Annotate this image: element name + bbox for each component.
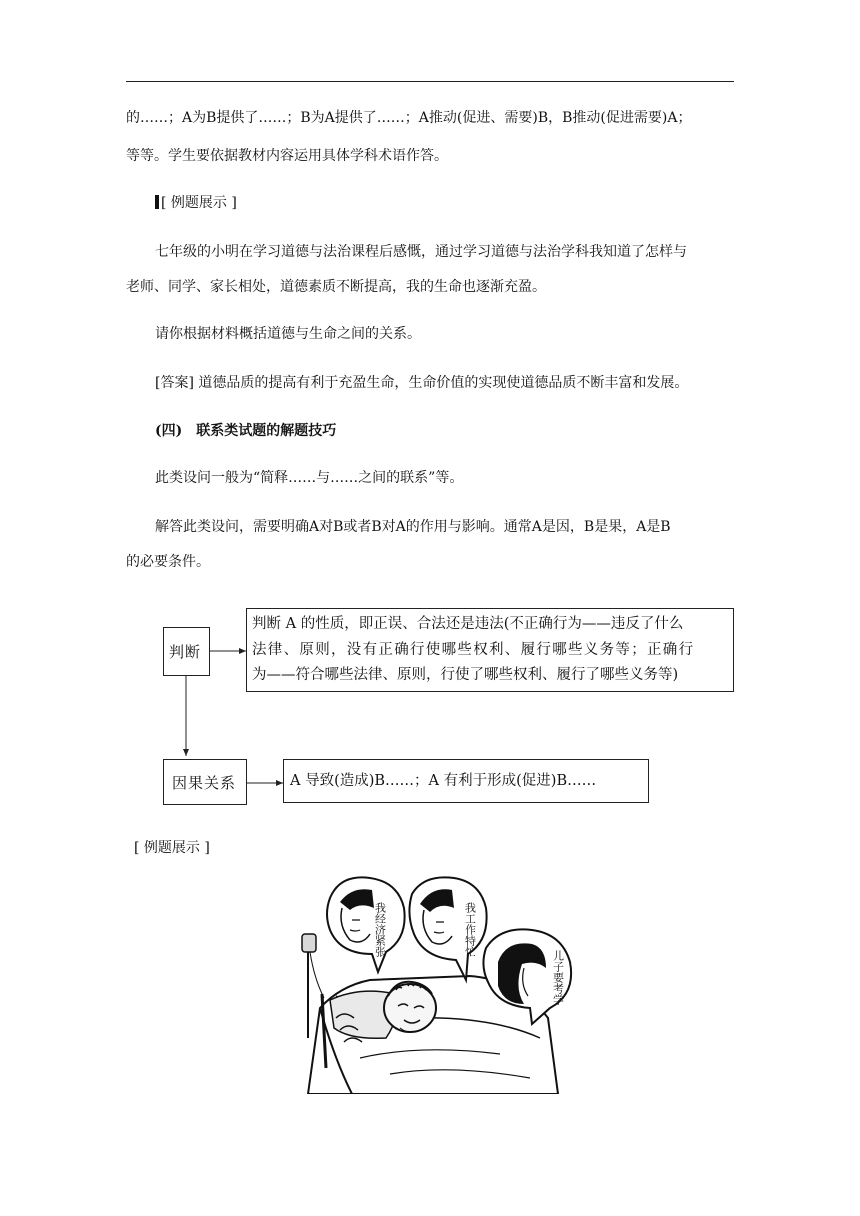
answer-text: [答案] 道德品质的提高有利于充盈生命，生命价值的实现使道德品质不断丰富和发展。 <box>155 375 689 391</box>
example-heading: [ 例题展示 ] <box>134 840 210 856</box>
section-title: (四) 联系类试题的解题技巧 <box>155 423 337 439</box>
question-text: 请你根据材料概括道德与生命之间的关系。 <box>155 326 421 342</box>
bubble-text: 儿子要考学 <box>551 950 565 1005</box>
example-heading-text: [ 例题展示 ] <box>161 195 237 211</box>
cause-detail-box <box>283 759 649 803</box>
bubble-text: 我经济紧张 <box>373 902 387 957</box>
paragraph-line: 的……；A为B提供了……；B为A提供了……；A推动(促进、需要)B，B推动(促进需要)A； <box>126 110 692 126</box>
cause-label: 因果关系 <box>172 774 237 792</box>
method-text-line: 解答此类设问，需要明确A对B或者B对A的作用与影响。通常A是因，B是果，A是B <box>155 519 671 535</box>
cause-box <box>163 759 247 805</box>
judge-box <box>163 627 210 676</box>
judge-detail-box <box>246 608 734 692</box>
judge-detail-line: 法律、原则，没有正确行使哪些权利、履行哪些义务等；正确行 <box>252 642 695 658</box>
paragraph-line: 等等。学生要依据教材内容运用具体学科术语作答。 <box>126 148 448 164</box>
judge-label: 判断 <box>169 643 202 661</box>
example-text-line: 七年级的小明在学习道德与法治课程后感慨，通过学习道德与法治学科我知道了怎样与 <box>155 244 687 260</box>
cause-detail-text: A 导致(造成)B……；A 有利于形成(促进)B…… <box>290 773 597 789</box>
intro-text: 此类设问一般为“简释……与……之间的联系”等。 <box>155 470 464 486</box>
cartoon-illustration <box>300 868 590 1094</box>
judge-detail-line: 判断 A 的性质，即正误、合法还是违法(不正确行为——违反了什么 <box>252 616 684 632</box>
method-text-line: 的必要条件。 <box>126 554 210 570</box>
bubble-text: 我工作特忙 <box>463 902 477 957</box>
example-text-line: 老师、同学、家长相处，道德素质不断提高，我的生命也逐渐充盈。 <box>126 279 546 295</box>
judge-detail-line: 为——符合哪些法律、原则，行使了哪些权利、履行了哪些义务等) <box>252 667 679 683</box>
